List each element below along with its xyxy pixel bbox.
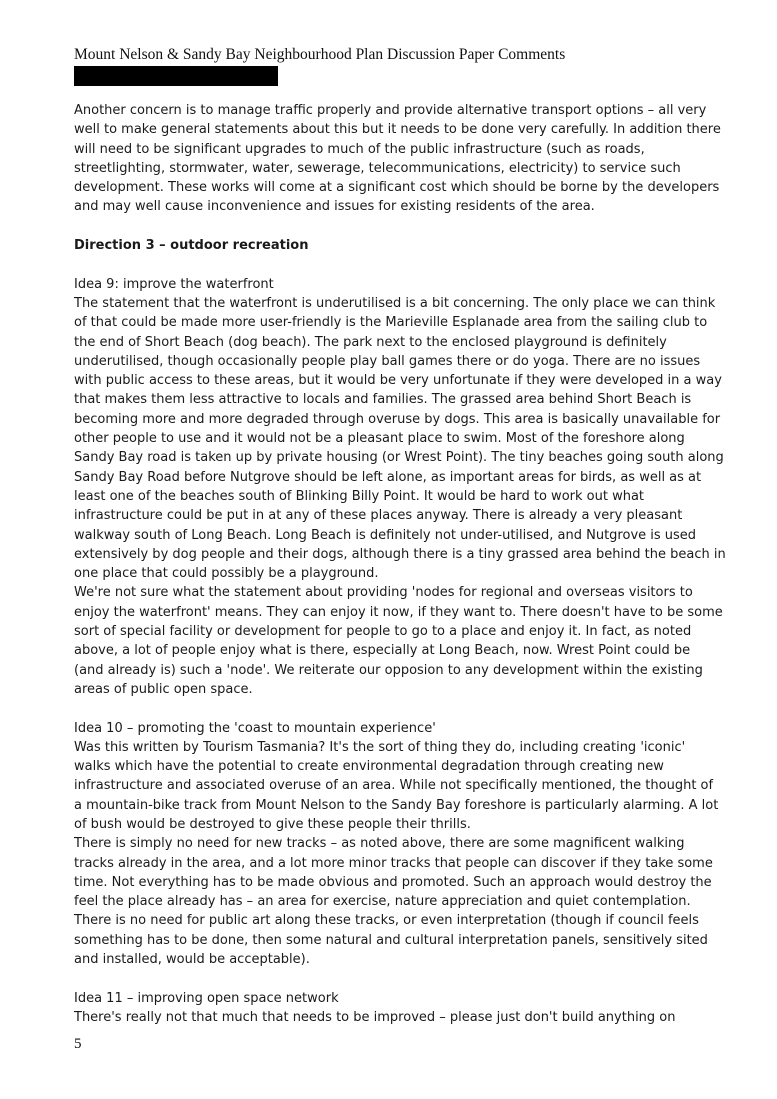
page-number: 5 bbox=[74, 1036, 82, 1052]
text-line: that makes them less attractive to locals and families. The grassed area behind Short Beach is bbox=[74, 392, 692, 408]
text-line: and may well cause inconvenience and issues for existing residents of the area. bbox=[74, 199, 595, 215]
text-line: Was this written by Tourism Tasmania? It's the sort of thing they do, including creating 'iconic' bbox=[74, 739, 686, 755]
paragraph-gap bbox=[74, 969, 714, 988]
paragraph-gap bbox=[74, 255, 714, 274]
paragraph-gap bbox=[74, 217, 714, 236]
text-line: and installed, would be acceptable). bbox=[74, 952, 310, 968]
text-line: something has to be done, then some natural and cultural interpretation panels, sensitively sited bbox=[74, 932, 708, 948]
text-line: There is simply no need for new tracks – as noted above, there are some magnificent walking bbox=[74, 836, 685, 852]
idea-10-heading: Idea 10 – promoting the 'coast to mountain experience' bbox=[74, 720, 436, 736]
text-line: There is no need for public art along these tracks, or even interpretation (though if council feels bbox=[74, 913, 699, 929]
text-line: one place that could possibly be a playground. bbox=[74, 566, 379, 582]
text-line: of bush would be destroyed to give these people their thrills. bbox=[74, 816, 471, 832]
redaction-bar bbox=[74, 66, 278, 86]
text-line: infrastructure could be put in at any of these places anyway. There is already a very pleasant bbox=[74, 508, 683, 524]
text-line: will need to be significant upgrades to much of the public infrastructure (such as roads, bbox=[74, 141, 645, 157]
text-line: We're not sure what the statement about providing 'nodes for regional and overseas visitors to bbox=[74, 585, 693, 601]
idea-11-heading: Idea 11 – improving open space network bbox=[74, 990, 339, 1006]
text-line: other people to use and it would not be a pleasant place to swim. Most of the foreshore along bbox=[74, 431, 685, 447]
text-line: Sandy Bay Road before Nutgrove should be left alone, as important areas for birds, as well as at bbox=[74, 469, 702, 485]
text-line: infrastructure and associated overuse of an area. While not specifically mentioned, the thought of bbox=[74, 778, 714, 794]
text-line: Sandy Bay road is taken up by private housing (or Wrest Point). The tiny beaches going south along bbox=[74, 450, 724, 466]
text-line: Another concern is to manage traffic properly and provide alternative transport options – all very bbox=[74, 103, 707, 118]
paragraph-idea-10 bbox=[74, 719, 719, 970]
section-heading-direction-3 bbox=[74, 236, 714, 255]
paragraph-traffic-concern bbox=[74, 101, 721, 217]
text-line: a mountain-bike track from Mount Nelson to the Sandy Bay foreshore is particularly alarming. A lot bbox=[74, 797, 719, 813]
text-line: the end of Short Beach (dog beach). The park next to the enclosed playground is definitely bbox=[74, 334, 667, 350]
text-line: of that could be made more user-friendly is the Marieville Esplanade area from the sailing club to bbox=[74, 315, 708, 331]
text-line: time. Not everything has to be made obvious and promoted. Such an approach would destroy the bbox=[74, 874, 712, 890]
text-line: underutilised, though occasionally people play ball games there or do yoga. There are no issues bbox=[74, 353, 701, 369]
text-line: (and already is) such a 'node'. We reiterate our opposion to any development within the existing bbox=[74, 662, 703, 678]
document-header-title: Mount Nelson & Sandy Bay Neighbourhood Plan Discussion Paper Comments bbox=[74, 46, 566, 63]
text-line: becoming more and more degraded through overuse by dogs. This area is basically unavailable for bbox=[74, 411, 721, 427]
text-line: enjoy the waterfront' means. They can enjoy it now, if they want to. There doesn't have to be some bbox=[74, 604, 723, 620]
text-line: tracks already in the area, and a lot more minor tracks that people can discover if they take some bbox=[74, 855, 713, 871]
text-line: sort of special facility or development for people to go to a place and enjoy it. In fact, as noted bbox=[74, 624, 692, 640]
text-line: with public access to these areas, but it would be very unfortunate if they were developed in a way bbox=[74, 373, 722, 389]
text-line: development. These works will come at a significant cost which should be borne by the developers bbox=[74, 180, 720, 196]
text-line: extensively by dog people and their dogs, although there is a tiny grassed area behind the beach in bbox=[74, 546, 726, 562]
text-line: The statement that the waterfront is underutilised is a bit concerning. The only place we can think bbox=[74, 295, 716, 311]
paragraph-idea-11 bbox=[74, 989, 714, 1028]
text-line: There's really not that much that needs to be improved – please just don't build anything on bbox=[74, 1009, 676, 1025]
text-line: walkway south of Long Beach. Long Beach is definitely not under-utilised, and Nutgrove is used bbox=[74, 527, 697, 543]
text-line: walks which have the potential to create environmental degradation through creating new bbox=[74, 759, 664, 775]
text-line: areas of public open space. bbox=[74, 681, 253, 697]
document-body bbox=[74, 101, 726, 1027]
heading-line: Direction 3 – outdoor recreation bbox=[74, 238, 309, 254]
paragraph-gap bbox=[74, 699, 714, 718]
text-line: well to make general statements about this but it needs to be done very carefully. In addition there bbox=[74, 122, 721, 138]
text-line: streetlighting, stormwater, water, sewerage, telecommunications, electricity) to service such bbox=[74, 160, 681, 176]
text-line: above, a lot of people enjoy what is there, especially at Long Beach, now. Wrest Point could be bbox=[74, 643, 691, 659]
paragraph-idea-9 bbox=[74, 275, 726, 700]
idea-9-heading: Idea 9: improve the waterfront bbox=[74, 276, 274, 292]
text-line: least one of the beaches south of Blinking Billy Point. It would be hard to work out what bbox=[74, 488, 645, 504]
text-line: feel the place already has – an area for exercise, nature appreciation and quiet contemplation. bbox=[74, 894, 691, 910]
